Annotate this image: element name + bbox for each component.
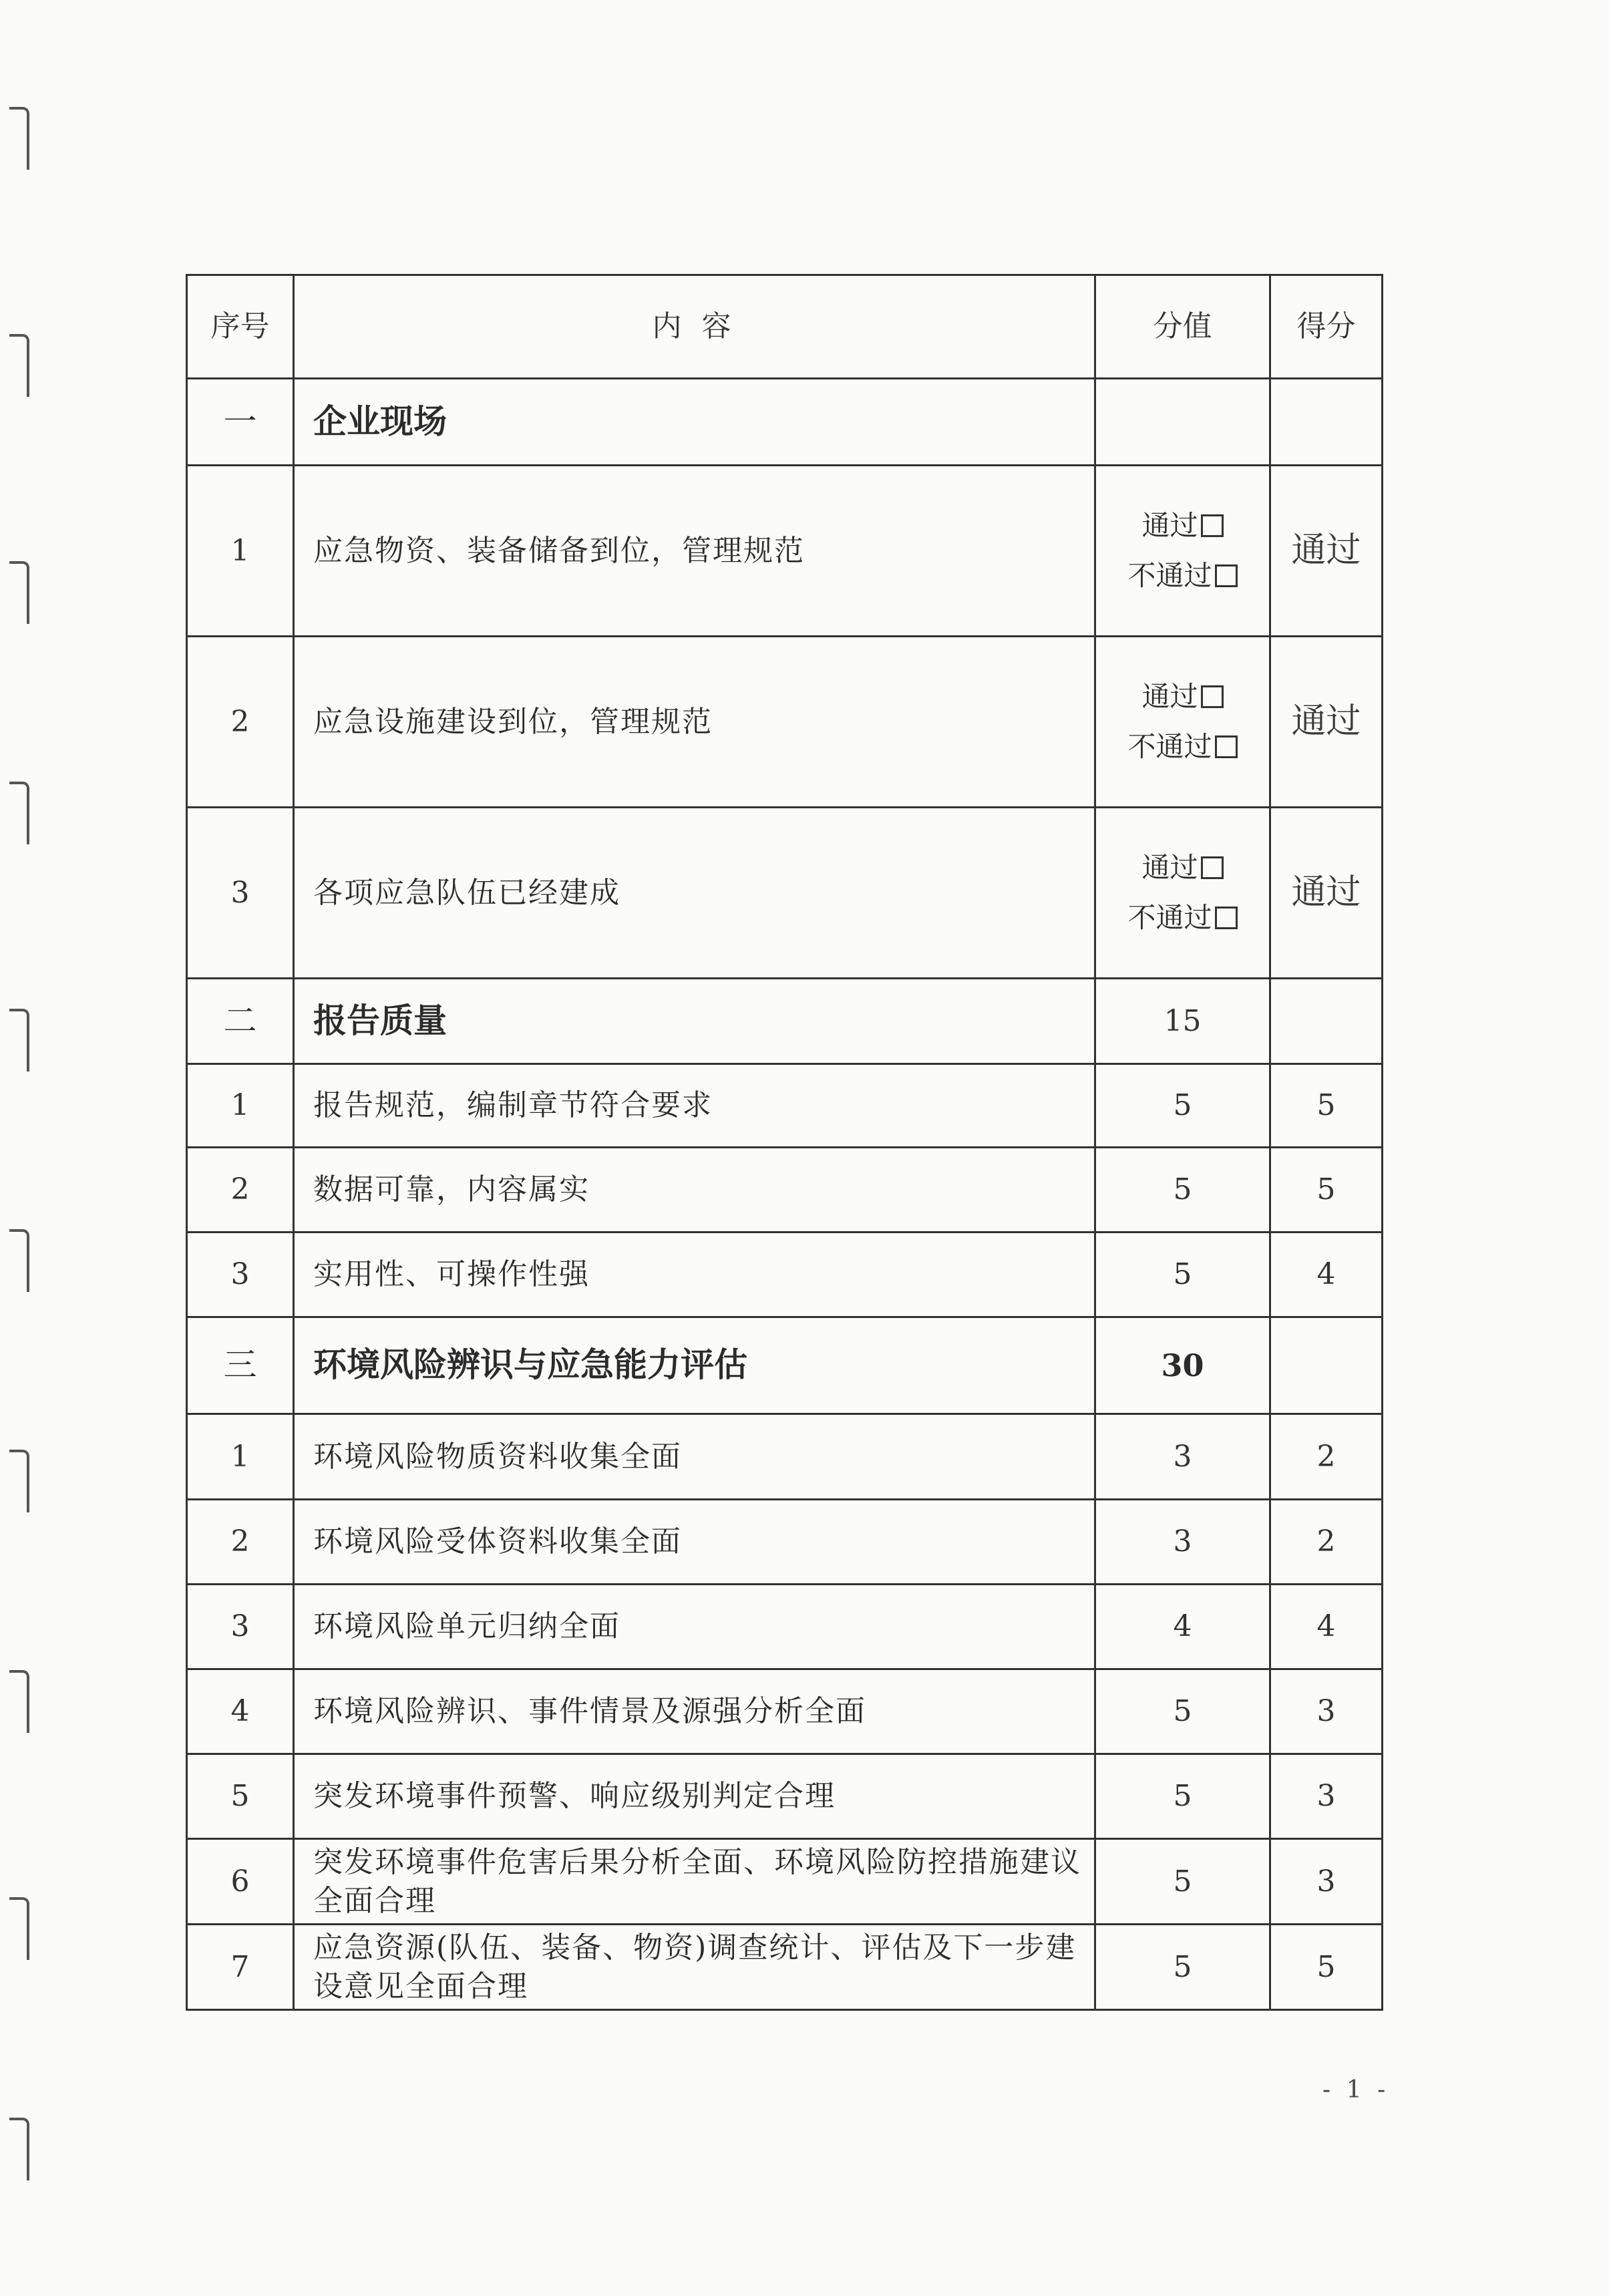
item-score-handwritten: 通过 (1270, 466, 1383, 637)
section-title: 企业现场 (294, 379, 1095, 466)
item-score: 5 (1270, 1925, 1383, 2010)
item-score: 3 (1270, 1754, 1383, 1839)
item-index: 3 (187, 1585, 294, 1669)
fail-label: 不通过 (1127, 558, 1212, 592)
item-score: 3 (1270, 1669, 1383, 1754)
fail-label: 不通过 (1127, 729, 1212, 763)
fail-option (1104, 559, 1261, 593)
header-index: 序号 (187, 275, 294, 379)
item-index: 1 (187, 466, 294, 637)
binder-mark (9, 1009, 29, 1072)
item-content: 各项应急队伍已经建成 (294, 808, 1095, 979)
item-content: 环境风险单元归纳全面 (294, 1585, 1095, 1669)
section-number: 一 (187, 379, 294, 466)
section-score (1270, 1317, 1383, 1414)
pass-checkbox[interactable] (1201, 856, 1224, 879)
section-score (1270, 379, 1383, 466)
binder-mark (9, 107, 29, 170)
pass-option (1104, 509, 1261, 542)
section-value (1095, 379, 1270, 466)
table-row (187, 1754, 1383, 1839)
item-value: 5 (1095, 1754, 1270, 1839)
item-index: 2 (187, 1500, 294, 1585)
item-index: 3 (187, 808, 294, 979)
item-value: 5 (1095, 1148, 1270, 1233)
pass-fail-options (1095, 637, 1270, 808)
table-row (187, 1585, 1383, 1669)
pass-fail-options (1095, 466, 1270, 637)
item-content: 数据可靠，内容属实 (294, 1148, 1095, 1233)
section-row (187, 979, 1383, 1064)
item-score-handwritten: 通过 (1270, 808, 1383, 979)
item-value: 5 (1095, 1669, 1270, 1754)
item-value: 5 (1095, 1064, 1270, 1148)
item-value: 4 (1095, 1585, 1270, 1669)
item-index: 6 (187, 1839, 294, 1925)
table-header-row (187, 275, 1383, 379)
pass-option (1104, 851, 1261, 884)
item-content: 环境风险物质资料收集全面 (294, 1414, 1095, 1500)
item-index: 5 (187, 1754, 294, 1839)
pass-checkbox[interactable] (1201, 514, 1224, 537)
section-number: 三 (187, 1317, 294, 1414)
table-row (187, 637, 1383, 808)
binder-mark (9, 2118, 29, 2180)
table-row (187, 808, 1383, 979)
pass-label: 通过 (1141, 680, 1198, 713)
binder-mark (9, 1450, 29, 1512)
table-row (187, 1839, 1383, 1925)
fail-option (1104, 730, 1261, 764)
table-row (187, 1669, 1383, 1754)
item-index: 2 (187, 1148, 294, 1233)
binder-mark (9, 334, 29, 397)
pass-label: 通过 (1141, 509, 1198, 542)
pass-checkbox[interactable] (1201, 685, 1224, 708)
item-score: 3 (1270, 1839, 1383, 1925)
item-content: 应急资源(队伍、装备、物资)调查统计、评估及下一步建设意见全面合理 (294, 1925, 1095, 2010)
section-value: 30 (1095, 1317, 1270, 1414)
item-content: 实用性、可操作性强 (294, 1233, 1095, 1317)
page-number: - 1 - (1322, 2076, 1390, 2104)
binder-mark (9, 782, 29, 844)
item-value: 5 (1095, 1233, 1270, 1317)
section-title: 报告质量 (294, 979, 1095, 1064)
table-row (187, 1925, 1383, 2010)
item-value: 3 (1095, 1414, 1270, 1500)
evaluation-table-container (186, 274, 1381, 2011)
item-content: 突发环境事件预警、响应级别判定合理 (294, 1754, 1095, 1839)
section-score (1270, 979, 1383, 1064)
item-score: 4 (1270, 1585, 1383, 1669)
item-score: 4 (1270, 1233, 1383, 1317)
pass-label: 通过 (1141, 851, 1198, 884)
pass-fail-options (1095, 808, 1270, 979)
header-content: 内 容 (294, 275, 1095, 379)
section-row (187, 1317, 1383, 1414)
item-index: 7 (187, 1925, 294, 2010)
item-content: 应急设施建设到位，管理规范 (294, 637, 1095, 808)
item-index: 4 (187, 1669, 294, 1754)
item-value: 5 (1095, 1839, 1270, 1925)
header-score-value: 分值 (1095, 275, 1270, 379)
item-content: 报告规范，编制章节符合要求 (294, 1064, 1095, 1148)
section-row (187, 379, 1383, 466)
item-content: 环境风险受体资料收集全面 (294, 1500, 1095, 1585)
item-score: 2 (1270, 1414, 1383, 1500)
item-score: 5 (1270, 1064, 1383, 1148)
binder-mark (9, 1670, 29, 1733)
section-number: 二 (187, 979, 294, 1064)
fail-option (1104, 901, 1261, 935)
item-content: 环境风险辨识、事件情景及源强分析全面 (294, 1669, 1095, 1754)
binder-mark (9, 1229, 29, 1292)
table-row (187, 1233, 1383, 1317)
item-value: 5 (1095, 1925, 1270, 2010)
item-content: 应急物资、装备储备到位，管理规范 (294, 466, 1095, 637)
item-value: 3 (1095, 1500, 1270, 1585)
table-row (187, 1064, 1383, 1148)
table-row (187, 466, 1383, 637)
pass-option (1104, 680, 1261, 713)
item-content: 突发环境事件危害后果分析全面、环境风险防控措施建议全面合理 (294, 1839, 1095, 1925)
table-row (187, 1500, 1383, 1585)
item-index: 1 (187, 1064, 294, 1148)
table-row (187, 1414, 1383, 1500)
item-score: 5 (1270, 1148, 1383, 1233)
item-score: 2 (1270, 1500, 1383, 1585)
binder-mark (9, 561, 29, 624)
fail-checkbox[interactable] (1215, 564, 1238, 587)
item-index: 1 (187, 1414, 294, 1500)
section-value: 15 (1095, 979, 1270, 1064)
fail-label: 不通过 (1127, 900, 1212, 934)
table-row (187, 1148, 1383, 1233)
item-index: 2 (187, 637, 294, 808)
fail-checkbox[interactable] (1215, 735, 1238, 758)
evaluation-table (186, 274, 1383, 2011)
fail-checkbox[interactable] (1215, 907, 1238, 929)
item-index: 3 (187, 1233, 294, 1317)
binder-mark (9, 1897, 29, 1960)
header-score-obtained: 得分 (1270, 275, 1383, 379)
section-title: 环境风险辨识与应急能力评估 (294, 1317, 1095, 1414)
item-score-handwritten: 通过 (1270, 637, 1383, 808)
